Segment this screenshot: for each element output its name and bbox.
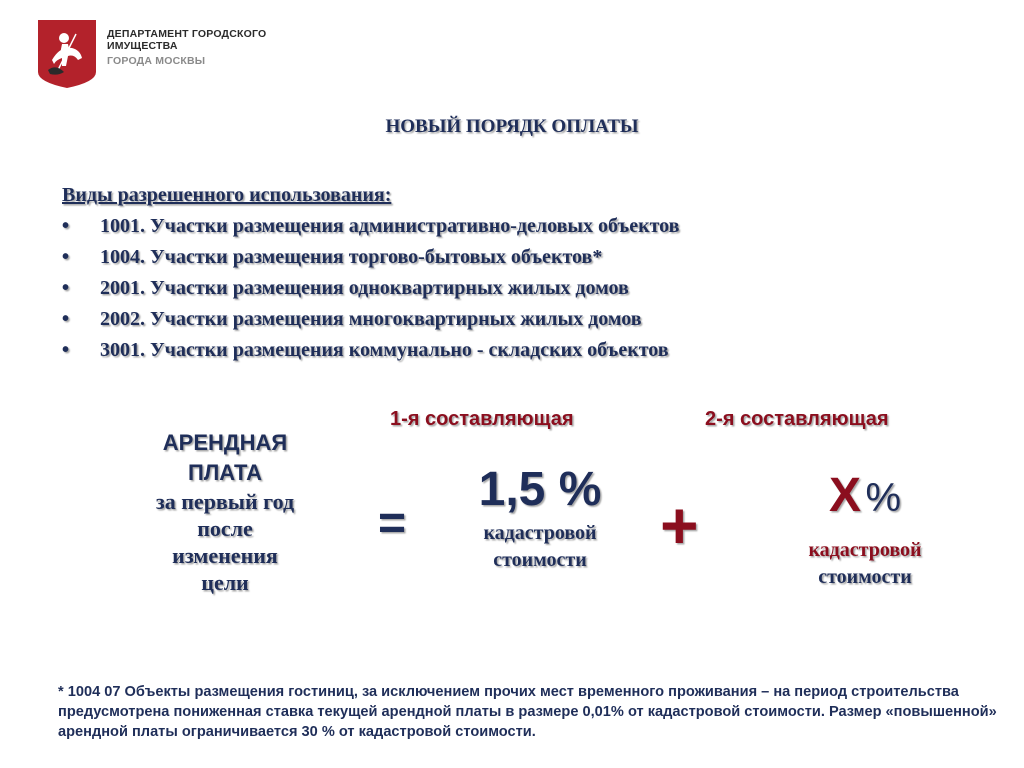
value-2-text-1: кадастровой bbox=[808, 539, 922, 561]
footnote: * 1004 07 Объекты размещения гостиниц, за исключением прочих мест временного проживания – на период строительства предусмотрена пониженная ставка текущей арендной платы в размере 0,01% от кадастровой стоимости. Размер «повышенной» арендной платы ограничивается 30 % от кадастровой стоимости. bbox=[58, 684, 997, 740]
value-1-block bbox=[455, 460, 625, 574]
list-item bbox=[62, 242, 962, 273]
usage-section bbox=[62, 180, 962, 366]
rent-line-3: за первый год bbox=[155, 489, 295, 514]
plus-sign: + bbox=[660, 488, 699, 562]
value-1-number: 1,5 % bbox=[478, 463, 602, 516]
list-item bbox=[62, 335, 962, 366]
bullet-icon: • bbox=[62, 277, 70, 299]
value-1-text-2: стоимости bbox=[493, 549, 587, 571]
value-2-text-2: стоимости bbox=[818, 566, 912, 588]
list-item-text: 3001. Участки размещения коммунально - складских объектов bbox=[100, 339, 669, 361]
usage-heading: Виды разрешенного использования: bbox=[62, 184, 392, 206]
rent-line-4: после bbox=[197, 516, 253, 541]
component-2-label: 2-я составляющая bbox=[705, 408, 889, 430]
page-title: НОВЫЙ ПОРЯДК ОПЛАТЫ bbox=[385, 116, 639, 137]
usage-list bbox=[62, 211, 962, 366]
dept-line-1: ДЕПАРТАМЕНТ ГОРОДСКОГО bbox=[107, 28, 267, 40]
value-2-block bbox=[775, 466, 955, 591]
list-item-text: 2001. Участки размещения одноквартирных жилых домов bbox=[100, 277, 629, 299]
list-item-text: 1004. Участки размещения торгово-бытовых объектов* bbox=[100, 246, 603, 268]
equals-sign: = bbox=[378, 497, 407, 550]
rent-line-1: АРЕНДНАЯ bbox=[162, 430, 288, 455]
list-item-text: 1001. Участки размещения административно-деловых объектов bbox=[100, 215, 680, 237]
value-2-variable: Х bbox=[828, 469, 861, 522]
dept-line-2: ИМУЩЕСТВА bbox=[107, 40, 178, 52]
list-item-text: 2002. Участки размещения многоквартирных жилых домов bbox=[100, 308, 642, 330]
component-1-label: 1-я составляющая bbox=[390, 408, 574, 430]
rent-line-6: цели bbox=[201, 570, 249, 595]
list-item bbox=[62, 211, 962, 242]
bullet-icon: • bbox=[62, 246, 70, 268]
value-1-text-1: кадастровой bbox=[483, 522, 597, 544]
list-item bbox=[62, 304, 962, 335]
bullet-icon: • bbox=[62, 339, 70, 361]
dept-line-3: ГОРОДА МОСКВЫ bbox=[107, 55, 206, 67]
rent-line-5: изменения bbox=[172, 543, 278, 568]
list-item bbox=[62, 273, 962, 304]
moscow-coat-of-arms-logo bbox=[38, 20, 96, 88]
value-2-number bbox=[775, 466, 955, 537]
rent-line-2: ПЛАТА bbox=[188, 460, 262, 485]
bullet-icon: • bbox=[62, 308, 70, 330]
rent-block bbox=[120, 428, 330, 596]
value-2-percent: % bbox=[865, 476, 902, 520]
bullet-icon: • bbox=[62, 215, 70, 237]
department-name bbox=[107, 28, 266, 67]
